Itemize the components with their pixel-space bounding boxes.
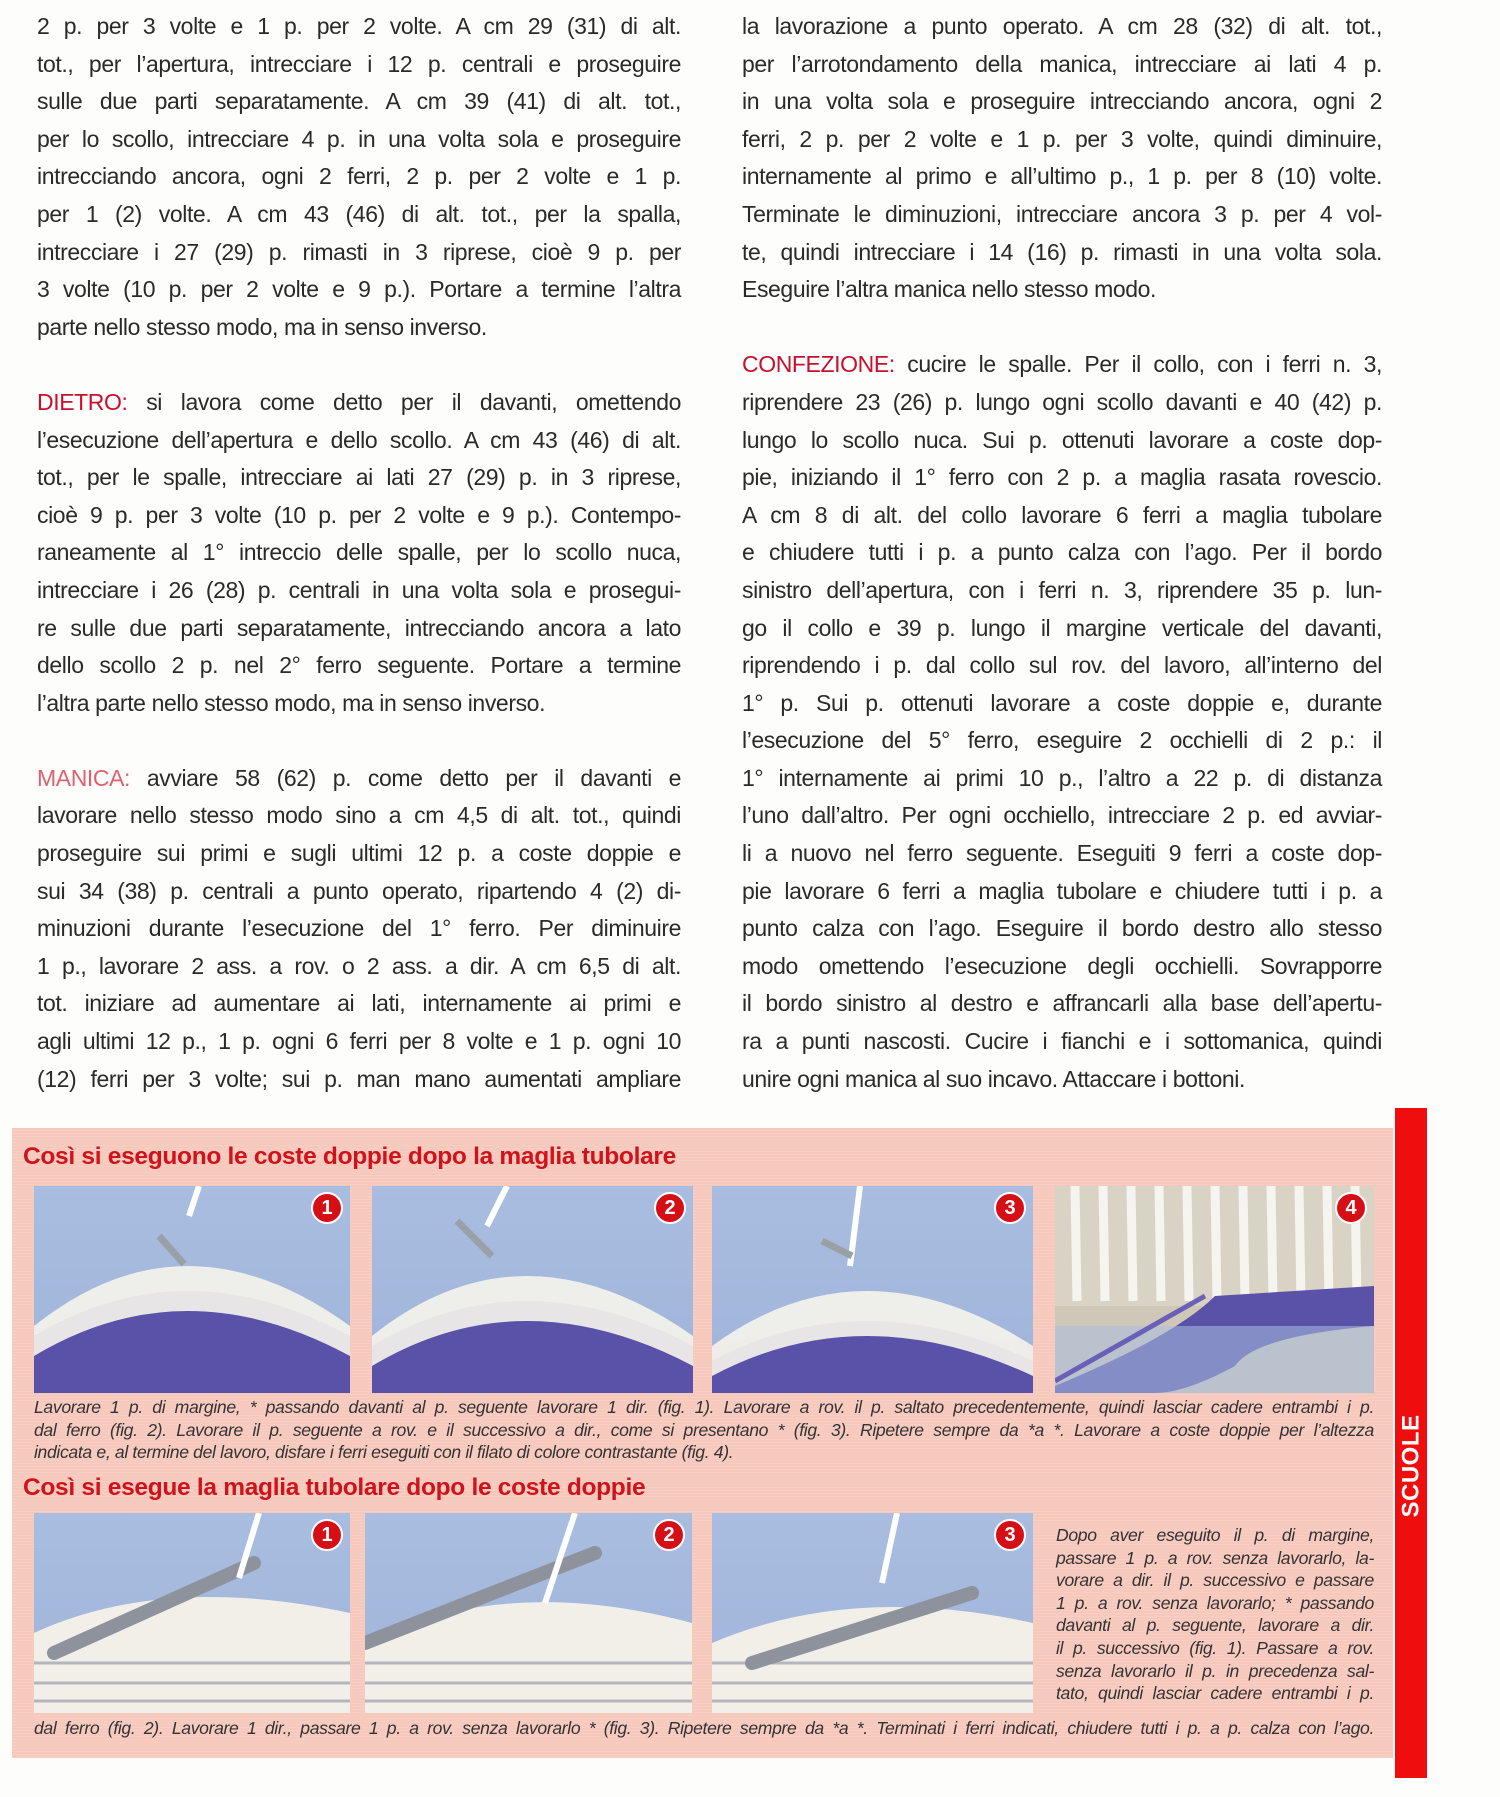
sleeve-continued-paragraph (742, 8, 1382, 309)
knitting-illustration (365, 1513, 692, 1713)
text-line: sui 34 (38) p. centrali a punto operato, ripartendo 4 (2) di- (37, 877, 681, 904)
section2-side-caption (1056, 1524, 1374, 1705)
text-fragment: avviare 58 (62) p. come detto per il davanti e (130, 764, 681, 791)
caption-line: vorare a dir. il p. successivo e passare (1056, 1570, 1374, 1591)
text-line: go il collo e 39 p. lungo il margine verticale del davanti, (742, 614, 1382, 641)
caption-line: Lavorare 1 p. di margine, * passando davanti al p. seguente lavorare 1 dir. (fig. 1). Lavorare a rov. il p. saltato precedentemente, quindi lasciar cadere entrambi i p. (34, 1397, 1374, 1417)
text-line: intrecciare i 26 (28) p. centrali in una volta sola e prosegui- (37, 576, 681, 603)
section2-bottom-caption (34, 1717, 1374, 1740)
knitting-illustration (372, 1186, 693, 1393)
text-line: pie, iniziando il 1° ferro con 2 p. a maglia rasata rovescio. (742, 464, 1382, 491)
text-line: e chiudere tutti i p. a punto calza con l’ago. Per il bordo (742, 539, 1382, 566)
left-text-column (37, 8, 681, 1136)
caption-line: passare 1 p. a rov. senza lavorarlo, la- (1056, 1547, 1374, 1568)
text-line: lungo lo scollo nuca. Sui p. ottenuti lavorare a coste dop- (742, 426, 1382, 453)
text-line: ferri, 2 p. per 2 volte e 1 p. per 3 volte, quindi diminuire, (742, 125, 1382, 152)
caption-line: dal ferro (fig. 2). Lavorare il p. seguente a rov. e il successivo a dir., come si presentano * (fig. 3). Ripetere sempre da *a *. Lavorare a coste doppie per l’altezza (34, 1419, 1374, 1440)
caption-line: Dopo aver eseguito il p. di margine, (1056, 1525, 1374, 1545)
figure-number-badge: 1 (311, 1519, 343, 1551)
section-heading-confezione: CONFEZIONE: (742, 351, 895, 378)
text-line: parte nello stesso modo, ma in senso inverso. (37, 313, 487, 340)
caption-line: tato, quindi lasciar cadere entrambi i p. (1056, 1683, 1374, 1704)
text-line: per l’arrotondamento della manica, intrecciare ai lati 4 p. (742, 50, 1382, 77)
knitting-illustration (712, 1186, 1033, 1393)
text-line: punto calza con l’ago. Eseguire il bordo destro allo stesso (742, 915, 1382, 942)
text-line: re sulle due parti separatamente, intrecciando ancora a lato (37, 614, 681, 641)
text-line: 2 p. per 3 volte e 1 p. per 2 volte. A cm 29 (31) di alt. (37, 13, 681, 39)
figure-photo-3 (712, 1186, 1033, 1393)
caption-line: 1 p. a rov. senza lavorarlo; * passando (1056, 1592, 1374, 1613)
text-line: agli ultimi 12 p., 1 p. ogni 6 ferri per 8 volte e 1 p. ogni 10 (37, 1028, 681, 1055)
knitting-illustration (1055, 1186, 1374, 1393)
caption-line: indicata e, al termine del lavoro, disfare i ferri eseguiti con il filato di colore contrastante (fig. 4). (34, 1442, 734, 1463)
front-continued-paragraph (37, 8, 681, 346)
text-line: il bordo sinistro al destro e affrancarli alla base dell’apertu- (742, 990, 1382, 1017)
figure-photo-1 (34, 1513, 350, 1713)
text-line: pie lavorare 6 ferri a maglia tubolare e chiudere tutti i p. a (742, 877, 1382, 904)
caption-line: davanti al p. seguente, lavorare a dir. (1056, 1615, 1374, 1636)
caption-line: senza lavorarlo il p. in precedenza sal- (1056, 1660, 1374, 1681)
figure-number-badge: 3 (994, 1192, 1026, 1224)
knitting-illustration (34, 1186, 350, 1393)
text-line: l’altra parte nello stesso modo, ma in senso inverso. (37, 689, 546, 716)
text-line: intrecciare i 27 (29) p. rimasti in 3 riprese, cioè 9 p. per (37, 238, 681, 265)
text-line: 1° p. Sui p. ottenuti lavorare a coste doppie e, durante (742, 689, 1382, 716)
section2-title: Così si esegue la maglia tubolare dopo le coste doppie (23, 1474, 646, 1501)
text-line: dello scollo 2 p. nel 2° ferro seguente. Portare a termine (37, 652, 681, 679)
text-line: 3 volte (10 p. per 2 volte e 9 p.). Portare a termine l’altra (37, 276, 681, 303)
text-line: raneamente al 1° intreccio delle spalle, per lo scollo nuca, (37, 539, 681, 566)
text-line: internamente al primo e all’ultimo p., 1 p. per 8 (10) volte. (742, 163, 1382, 190)
text-line: l’uno dall’altro. Per ogni occhiello, intrecciare 2 p. ed avviar- (742, 802, 1382, 829)
side-tab-text: SCUOLE (1397, 1414, 1425, 1518)
text-line: 1 p., lavorare 2 ass. a rov. o 2 ass. a dir. A cm 6,5 di alt. (37, 952, 681, 979)
side-tab-label (1395, 1416, 1427, 1516)
text-line: sinistro dell’apertura, con i ferri n. 3, riprendere 35 p. lun- (742, 576, 1382, 603)
caption-line: il p. successivo (fig. 1). Passare a rov. (1056, 1637, 1374, 1658)
text-line: tot. iniziare ad aumentare ai lati, internamente ai primi e (37, 990, 681, 1017)
text-line: l’esecuzione dell’apertura e dello scollo. A cm 43 (46) di alt. (37, 426, 681, 453)
knitting-illustration (34, 1513, 350, 1713)
text-line (742, 346, 1382, 384)
section-heading-manica: MANICA: (37, 764, 131, 791)
text-line: in una volta sola e proseguire intrecciando ancora, ogni 2 (742, 88, 1382, 115)
text-line: Terminate le diminuzioni, intrecciare ancora 3 p. per 4 vol- (742, 200, 1382, 227)
figure-photo-3 (712, 1513, 1033, 1713)
text-line: lavorare nello stesso modo sino a cm 4,5 di alt. tot., quindi (37, 802, 681, 829)
right-text-column (742, 8, 1382, 1136)
text-line: cioè 9 p. per 3 volte (10 p. per 2 volte e 9 p.). Contempo- (37, 501, 681, 528)
figure-photo-2 (372, 1186, 693, 1393)
text-line: proseguire sui primi e sugli ultimi 12 p. a coste doppie e (37, 840, 681, 867)
text-fragment: cucire le spalle. Per il collo, con i ferri n. 3, (894, 351, 1382, 378)
text-line: riprendere 23 (26) p. lungo ogni scollo davanti e 40 (42) p. (742, 388, 1382, 415)
text-line: la lavorazione a punto operato. A cm 28 (32) di alt. tot., (742, 13, 1382, 39)
text-line: unire ogni manica al suo incavo. Attaccare i bottoni. (742, 1065, 1245, 1092)
caption-line: dal ferro (fig. 2). Lavorare 1 dir., passare 1 p. a rov. senza lavorarlo * (fig. 3). Ripetere sempre da *a *. Terminati i ferri indicati, chiudere tutti i p. a p. calza con l’ago. (34, 1718, 1374, 1738)
text-line: sulle due parti separatamente. A cm 39 (41) di alt. tot., (37, 88, 681, 115)
text-line: l’esecuzione del 5° ferro, eseguire 2 occhielli di 2 p.: il (742, 727, 1382, 754)
text-fragment: si lavora come detto per il davanti, omettendo (127, 388, 681, 415)
text-line: per lo scollo, intrecciare 4 p. in una volta sola e proseguire (37, 125, 681, 152)
knitting-illustration (712, 1513, 1033, 1713)
manica-paragraph (37, 760, 681, 1098)
text-line: A cm 8 di alt. del collo lavorare 6 ferri a maglia tubolare (742, 501, 1382, 528)
text-line: riprendendo i p. dal collo sul rov. del lavoro, all’interno del (742, 652, 1382, 679)
text-line: minuzioni durante l’esecuzione del 1° ferro. Per diminuire (37, 915, 681, 942)
section1-title: Così si eseguono le coste doppie dopo la maglia tubolare (23, 1143, 676, 1170)
text-line: Eseguire l’altra manica nello stesso modo. (742, 276, 1157, 303)
confezione-paragraph (742, 346, 1382, 1098)
text-line: tot., per le spalle, intrecciare ai lati 27 (29) p. in 3 riprese, (37, 464, 681, 491)
figure-number-badge: 3 (994, 1519, 1026, 1551)
text-line: intrecciando ancora, ogni 2 ferri, 2 p. per 2 volte e 1 p. (37, 163, 681, 190)
text-line: tot., per l’apertura, intrecciare i 12 p. centrali e proseguire (37, 50, 681, 77)
figure-photo-2 (365, 1513, 692, 1713)
text-line: per 1 (2) volte. A cm 43 (46) di alt. tot., per la spalla, (37, 200, 681, 227)
figure-number-badge: 1 (311, 1192, 343, 1224)
figure-number-badge: 2 (654, 1192, 686, 1224)
figure-number-badge: 2 (653, 1519, 685, 1551)
section1-caption (34, 1396, 1374, 1464)
text-line: (12) ferri per 3 volte; sui p. man mano aumentati ampliare (37, 1065, 681, 1092)
text-line (37, 384, 681, 422)
text-line: li a nuovo nel ferro seguente. Eseguiti 9 ferri a coste dop- (742, 840, 1382, 867)
text-line: 1° internamente ai primi 10 p., l’altro a 22 p. di distanza (742, 764, 1382, 791)
section-heading-dietro: DIETRO: (37, 388, 128, 415)
text-line (37, 760, 681, 798)
text-line: ra a punti nascosti. Cucire i fianchi e i sottomanica, quindi (742, 1028, 1382, 1055)
text-line: modo omettendo l’esecuzione degli occhielli. Sovrapporre (742, 952, 1382, 979)
dietro-paragraph (37, 384, 681, 722)
figure-number-badge: 4 (1335, 1192, 1367, 1224)
figure-photo-1 (34, 1186, 350, 1393)
text-line: te, quindi intrecciare i 14 (16) p. rimasti in una volta sola. (742, 238, 1382, 265)
figure-photo-4 (1055, 1186, 1374, 1393)
